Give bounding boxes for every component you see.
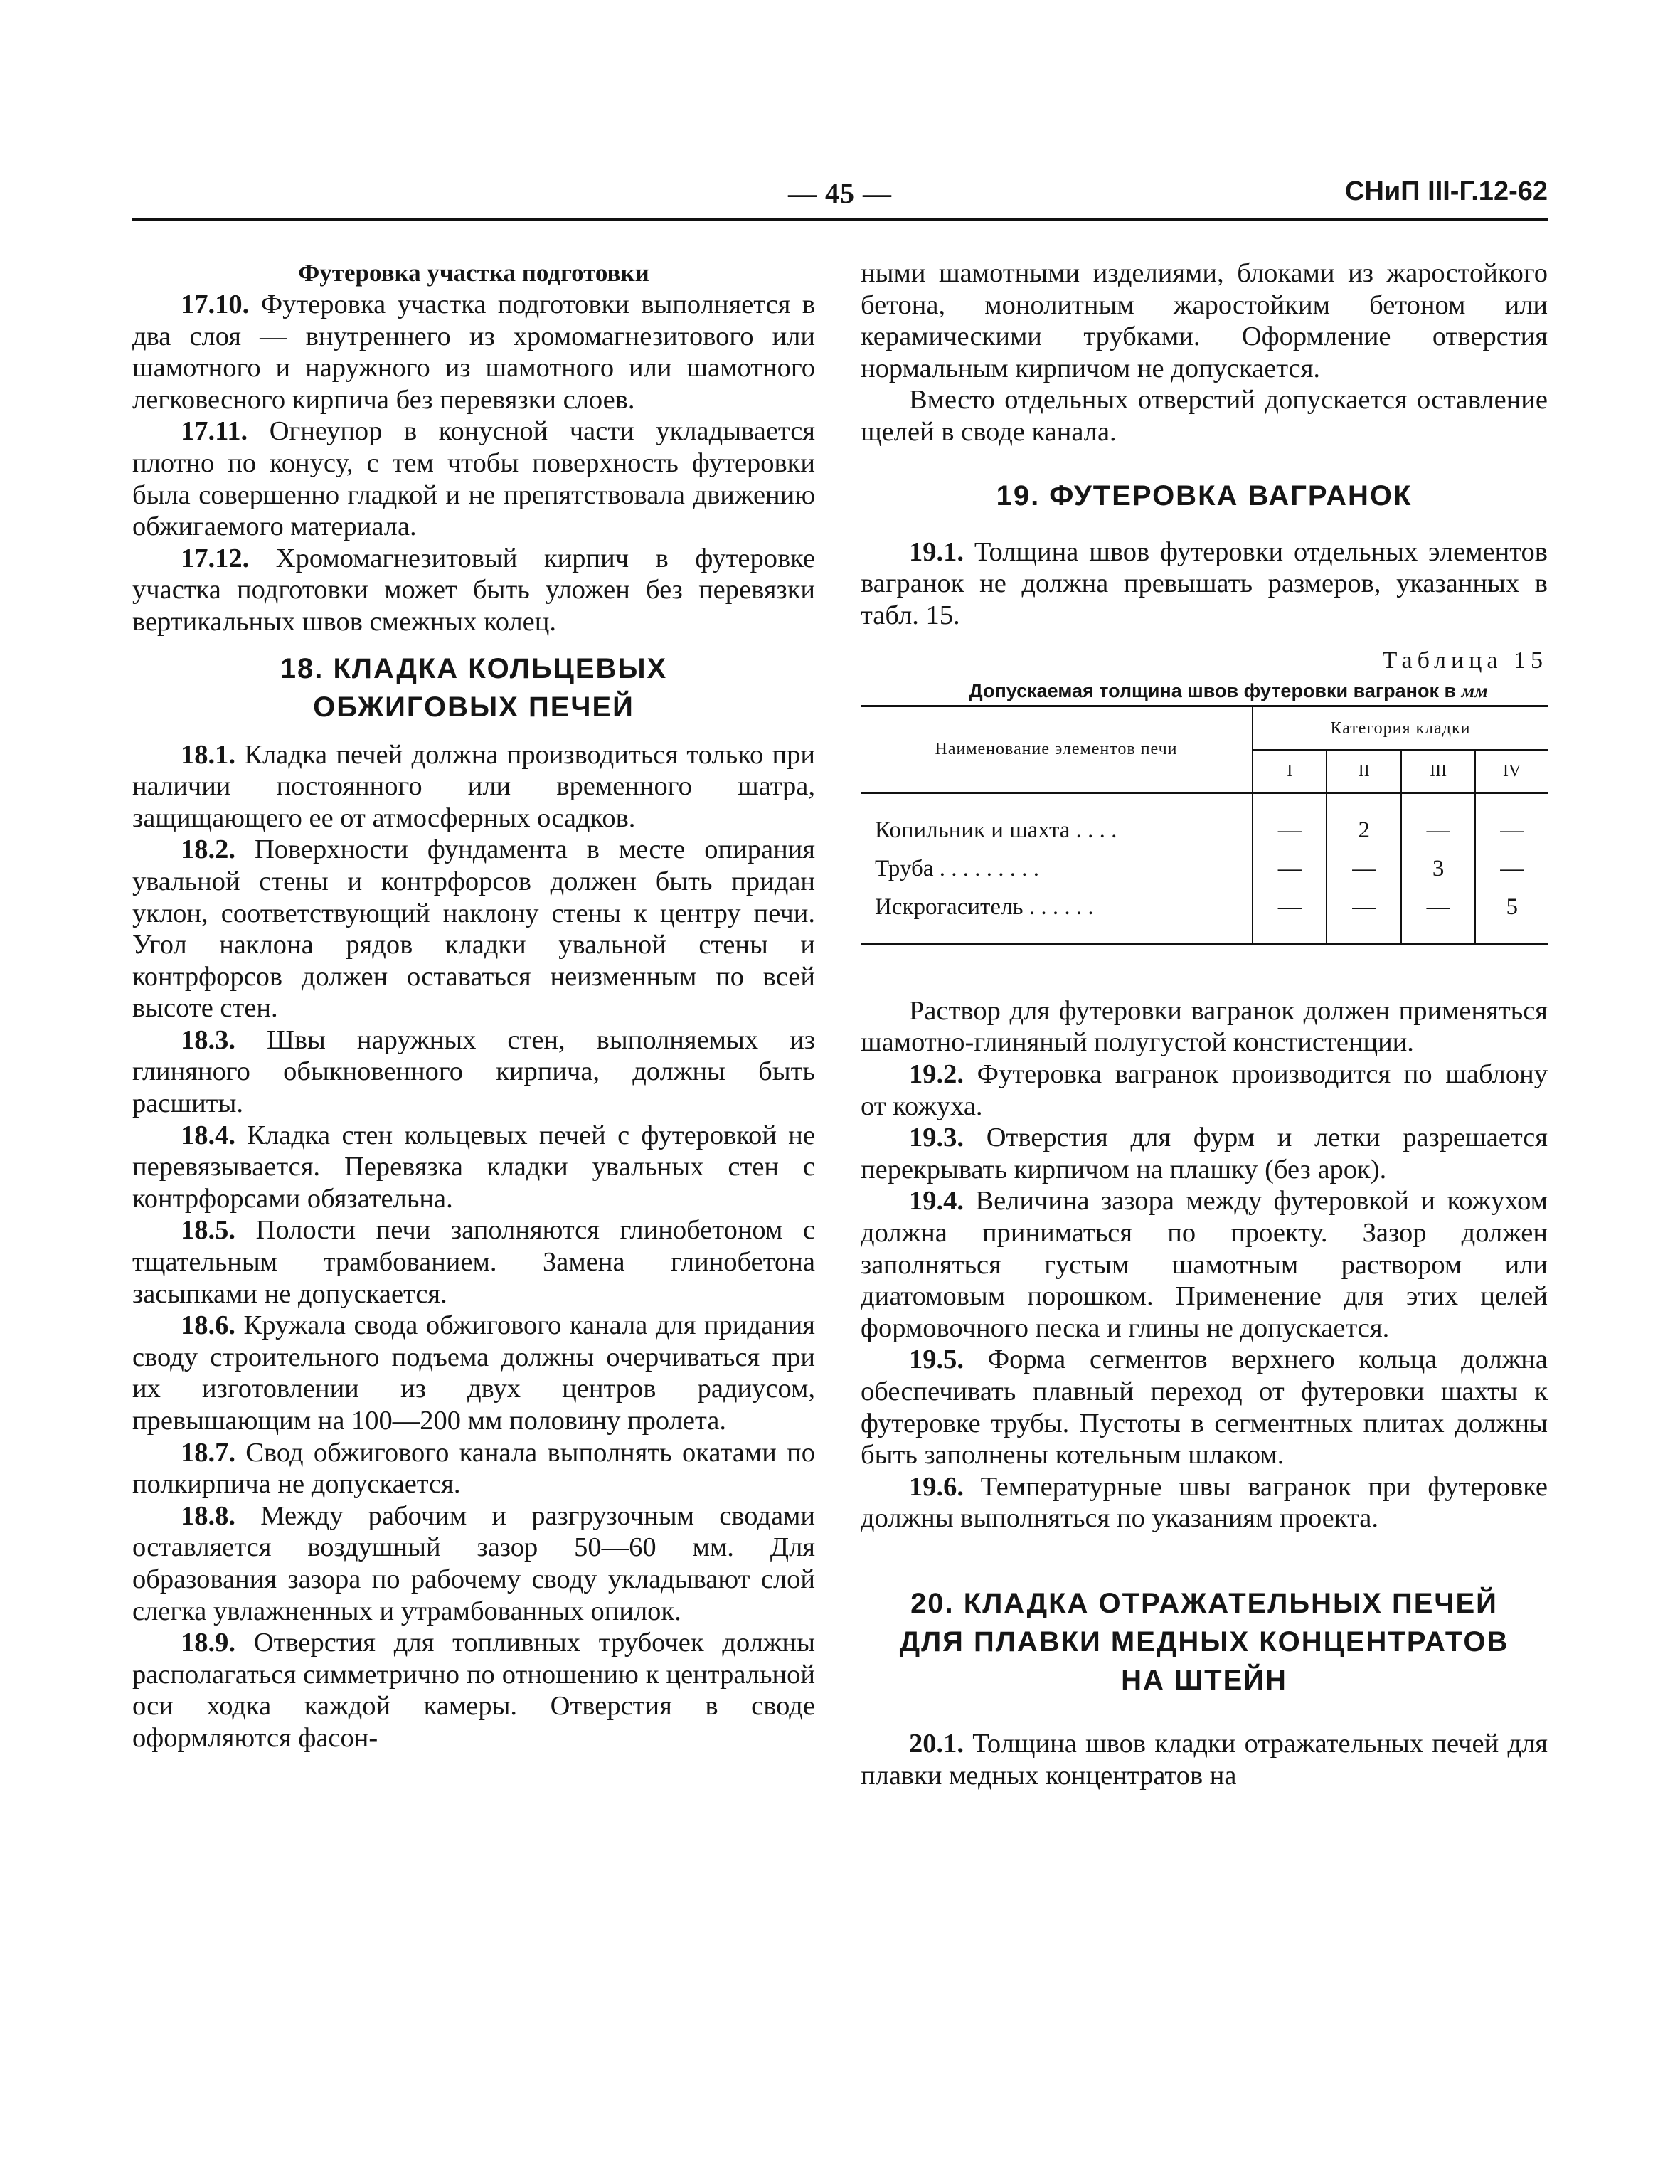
section-title-line: 18. КЛАДКА КОЛЬЦЕВЫХ bbox=[280, 652, 668, 684]
clause-number: 18.4. bbox=[181, 1120, 235, 1150]
section-20-heading bbox=[861, 1584, 1548, 1700]
section-title-line: 20. КЛАДКА ОТРАЖАТЕЛЬНЫХ ПЕЧЕЙ bbox=[910, 1587, 1498, 1619]
column-header-element-name: Наименование элементов печи bbox=[861, 707, 1253, 793]
paragraph-18-1 bbox=[132, 739, 815, 834]
table-label: Таблица 15 bbox=[1382, 647, 1548, 674]
clause-number: 18.5. bbox=[181, 1215, 235, 1246]
row-label: Искрогаситель . . . . . . bbox=[861, 888, 1253, 943]
paragraph-19-5 bbox=[861, 1344, 1548, 1470]
header-rule bbox=[132, 218, 1548, 221]
paragraph-17-10 bbox=[132, 289, 815, 415]
continued-paragraph: ными шамотными изделиями, блоками из жаростойкого бетона, монолитным жаростойким бетоном или керамическими трубками. Оформление отверстия нормальным кирпичом не допускается. bbox=[861, 258, 1548, 383]
paragraph: Вместо отдельных отверстий допускается оставление щелей в своде канала. bbox=[861, 385, 1548, 447]
clause-text: Футеровка участка подготовки выполняется в два слоя — внутреннего из хромомагнезитового или шамотного и наружного из шамотного или шамотного легковесного кирпича без перевязки слоев. bbox=[132, 290, 815, 415]
clause-number: 19.2. bbox=[909, 1059, 964, 1090]
subsection-heading: Футеровка участка подготовки bbox=[298, 259, 649, 287]
row-label: Копильник и шахта . . . . bbox=[861, 793, 1253, 849]
section-19-heading: 19. ФУТЕРОВКА ВАГРАНОК bbox=[996, 479, 1413, 511]
column-header-category-i: I bbox=[1253, 750, 1327, 793]
clause-number: 19.5. bbox=[909, 1345, 964, 1375]
table-cell: 2 bbox=[1327, 793, 1400, 849]
clause-text: Температурные швы вагранок при футеровке должны выполняться по указаниям проекта. bbox=[861, 1471, 1548, 1534]
paragraph-20-1 bbox=[861, 1728, 1548, 1791]
paragraph-17-11 bbox=[132, 415, 815, 542]
clause-number: 17.10. bbox=[181, 290, 250, 319]
document-code: СНиП III-Г.12-62 bbox=[1345, 176, 1548, 206]
clause-number: 18.7. bbox=[181, 1437, 235, 1468]
clause-text: Швы наружных стен, выполняемых из глиняного обыкновенного кирпича, должны быть расшиты. bbox=[132, 1024, 815, 1119]
table-row bbox=[861, 849, 1548, 888]
clause-number: 19.3. bbox=[909, 1123, 964, 1153]
column-header-category: Категория кладки bbox=[1253, 707, 1548, 750]
clause-number: 17.11. bbox=[181, 416, 248, 447]
column-header-category-ii: II bbox=[1327, 750, 1400, 793]
clause-number: 18.9. bbox=[181, 1628, 235, 1658]
clause-text: Отверстия для топливных трубочек должны располагаться симметрично по отношению к центральной оси ходка каждой камеры. Отверстия в своде оформляются фасон- bbox=[132, 1628, 815, 1753]
joint-thickness-table bbox=[861, 707, 1548, 943]
clause-number: 19.1. bbox=[909, 536, 964, 567]
clause-text: Кладка печей должна производиться только при наличии постоянного или временного шатра, защищающего ее от атмосферных осадков. bbox=[132, 739, 815, 833]
section-title-line: ДЛЯ ПЛАВКИ МЕДНЫХ КОНЦЕНТРАТОВ bbox=[899, 1626, 1509, 1658]
section-title-line: ОБЖИГОВЫХ ПЕЧЕЙ bbox=[313, 691, 634, 723]
clause-number: 18.6. bbox=[181, 1310, 235, 1341]
clause-text: Толщина швов кладки отражательных печей для плавки медных концентратов на bbox=[861, 1728, 1548, 1791]
page-header bbox=[132, 176, 1548, 212]
table-cell: 3 bbox=[1401, 849, 1475, 888]
column-header-category-iv: IV bbox=[1475, 750, 1548, 793]
page-number: — 45 — bbox=[788, 177, 892, 209]
paragraph-18-4 bbox=[132, 1120, 815, 1215]
table-cell: — bbox=[1253, 793, 1327, 849]
section-title-line: НА ШТЕЙН bbox=[1121, 1664, 1287, 1696]
table-caption-unit: мм bbox=[1461, 680, 1488, 702]
clause-number: 18.8. bbox=[181, 1500, 235, 1531]
table-frame bbox=[861, 705, 1548, 945]
clause-number: 18.2. bbox=[181, 834, 235, 865]
clause-text: Величина зазора между футеровкой и кожухом должна приниматься по проекту. Зазор должен заполняться густым шамотным раствором или диатомовым порошком. Применение для этих целей формовочного песка и глины не допускается. bbox=[861, 1186, 1548, 1343]
clause-text: Отверстия для фурм и летки разрешается перекрывать кирпичом на плашку (без арок). bbox=[861, 1123, 1548, 1184]
table-row bbox=[861, 793, 1548, 849]
clause-text: Форма сегментов верхнего кольца должна обеспечивать плавный переход от футеровки шахты к футеровке трубы. Пустоты в сегментных плитах должны быть заполнены котельным шлаком. bbox=[861, 1345, 1548, 1470]
table-cell: — bbox=[1253, 849, 1327, 888]
clause-number: 18.1. bbox=[181, 739, 235, 770]
clause-number: 17.12. bbox=[181, 543, 250, 573]
table-cell: — bbox=[1500, 817, 1524, 843]
paragraph-18-6 bbox=[132, 1310, 815, 1436]
paragraph-19-2 bbox=[861, 1059, 1548, 1122]
paragraph-18-3 bbox=[132, 1024, 815, 1120]
paragraph-18-2 bbox=[132, 834, 815, 1024]
paragraph-18-9 bbox=[132, 1627, 815, 1754]
paragraph-19-6 bbox=[861, 1471, 1548, 1534]
paragraph-17-12 bbox=[132, 543, 815, 638]
clause-number: 20.1. bbox=[909, 1728, 964, 1759]
paragraph-18-5 bbox=[132, 1214, 815, 1310]
table-cell: — bbox=[1327, 849, 1400, 888]
table-header-row bbox=[861, 707, 1548, 750]
table-row bbox=[861, 888, 1548, 943]
table-caption bbox=[861, 677, 1548, 705]
section-18-heading bbox=[132, 650, 815, 726]
table-cell: — bbox=[1500, 855, 1524, 881]
paragraph-19-3 bbox=[861, 1122, 1548, 1185]
paragraph-19-1 bbox=[861, 536, 1548, 632]
table-cell: — bbox=[1327, 888, 1400, 943]
clause-text: Толщина швов футеровки отдельных элементов вагранок не должна превышать размеров, указанных в табл. 15. bbox=[861, 536, 1548, 630]
table-15 bbox=[861, 645, 1548, 945]
column-header-category-iii: III bbox=[1401, 750, 1475, 793]
row-label: Труба . . . . . . . . . bbox=[861, 849, 1253, 888]
paragraph-18-8 bbox=[132, 1500, 815, 1627]
clause-text: Свод обжигового канала выполнять окатами по полкирпича не допускается. bbox=[132, 1437, 815, 1500]
table-cell: — bbox=[1253, 888, 1327, 943]
table-cell: 5 bbox=[1506, 894, 1518, 920]
clause-text: Кладка стен кольцевых печей с футеровкой не перевязывается. Перевязка кладки увальных стен с контрфорсами обязательна. bbox=[132, 1120, 815, 1214]
clause-text: Между рабочим и разгрузочным сводами оставляется воздушный зазор 50—60 мм. Для образования зазора по рабочему своду укладывают слой слегка увлажненных и утрамбованных опилок. bbox=[132, 1500, 815, 1626]
table-cell: — bbox=[1401, 793, 1475, 849]
clause-text: Поверхности фундамента в месте опирания увальной стены и контрфорсов должен быть придан уклон, соответствующий наклону стены к центру печи. Угол наклона рядов кладки увальной стены и контрфорсов должен оставаться неизменным по всей высоте стен. bbox=[132, 834, 815, 1024]
paragraph-after-table: Раствор для футеровки вагранок должен применяться шамотно-глиняный полугустой констистенции. bbox=[861, 995, 1548, 1058]
clause-text: Футеровка вагранок производится по шаблону от кожуха. bbox=[861, 1059, 1548, 1121]
clause-text: Кружала свода обжигового канала для придания своду строительного подъема должны очерчиваться при их изготовлении из двух центров радиусом, превышающим на 100—200 мм половину пролета. bbox=[132, 1310, 815, 1436]
clause-number: 19.4. bbox=[909, 1186, 964, 1216]
table-cell: — bbox=[1401, 888, 1475, 943]
left-column bbox=[132, 258, 815, 1754]
table-caption-text: Допускаемая толщина швов футеровки вагранок в bbox=[969, 680, 1462, 702]
clause-text: Хромомагнезитовый кирпич в футеровке участка подготовки может быть уложен без перевязки вертикальных швов смежных колец. bbox=[132, 543, 815, 637]
clause-number: 18.3. bbox=[181, 1024, 235, 1055]
paragraph-19-4 bbox=[861, 1185, 1548, 1344]
paragraph-18-7 bbox=[132, 1437, 815, 1500]
clause-number: 19.6. bbox=[909, 1471, 964, 1502]
clause-text: Полости печи заполняются глинобетоном с тщательным трамбованием. Замена глинобетона засыпками не допускается. bbox=[132, 1215, 815, 1309]
clause-text: Огнеупор в конусной части укладывается плотно по конусу, с тем чтобы поверхность футеровки была совершенно гладкой и не препятствовала движению обжигаемого материала. bbox=[132, 416, 815, 542]
right-column bbox=[861, 258, 1548, 1791]
